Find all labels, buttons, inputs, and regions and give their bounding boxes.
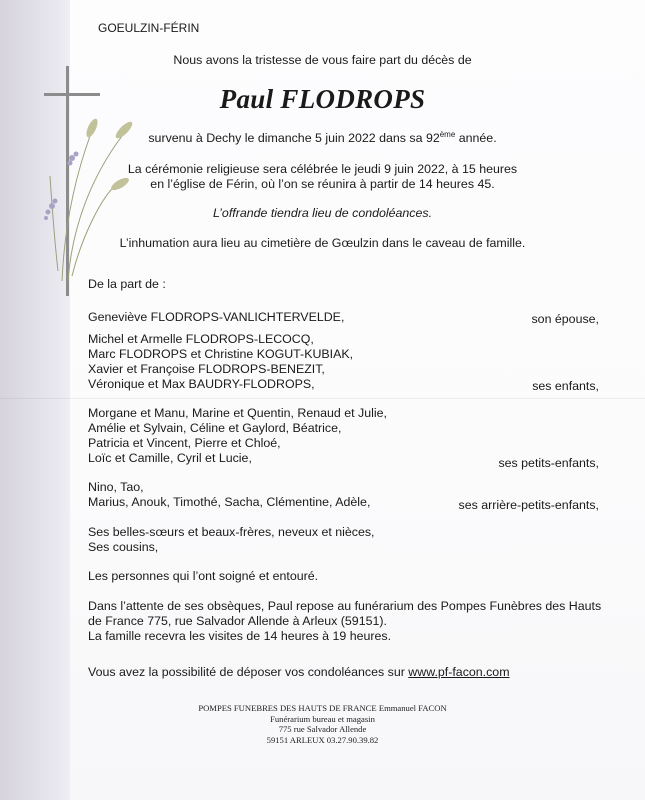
caregivers-text: Les personnes qui l’ont soigné et entouré. xyxy=(88,569,319,583)
family-line: Ses belles-sœurs et beaux-frères, neveux et nièces, xyxy=(88,525,375,539)
death-suffix: ème xyxy=(439,129,456,139)
relation-children: ses enfants, xyxy=(532,379,599,393)
paper-fold xyxy=(0,398,645,399)
relation-grandchildren: ses petits-enfants, xyxy=(498,456,599,470)
family-line: Loïc et Camille, Cyril et Lucie, xyxy=(88,451,252,465)
family-line: Marius, Anouk, Timothé, Sacha, Clémentine, Adèle, xyxy=(88,495,371,509)
condolences-label: Vous avez la possibilité de déposer vos condoléances sur xyxy=(88,665,409,679)
footer-line: Funérarium bureau et magasin xyxy=(270,713,375,724)
footer-company: POMPES FUNEBRES DES HAUTS DE FRANCE Emmanuel FACON xyxy=(198,703,447,713)
family-line: Nino, Tao, xyxy=(88,480,144,494)
family-line: Ses cousins, xyxy=(88,540,159,554)
offering-text: L’offrande tiendra lieu de condoléances. xyxy=(212,206,433,220)
family-line: Marc FLODROPS et Christine KOGUT-KUBIAK, xyxy=(88,347,354,361)
family-line: Morgane et Manu, Marine et Quentin, Renaud et Julie, xyxy=(88,406,387,420)
ceremony-line-1: La cérémonie religieuse sera célébrée le jeudi 9 juin 2022, à 15 heures xyxy=(127,162,518,176)
location-header: GOEULZIN-FÉRIN xyxy=(98,21,200,35)
footer xyxy=(0,703,645,745)
family-line: Véronique et Max BAUDRY-FLODROPS, xyxy=(88,377,315,391)
family-line: Patricia et Vincent, Pierre et Chloé, xyxy=(88,436,281,450)
family-line: Geneviève FLODROPS-VANLICHTERVELDE, xyxy=(88,310,345,324)
family-line: Xavier et Françoise FLODROPS-BENEZIT, xyxy=(88,362,325,376)
relation-great-grandchildren: ses arrière-petits-enfants, xyxy=(458,498,599,512)
relation-spouse: son épouse, xyxy=(531,312,599,326)
condolences-text xyxy=(88,664,510,680)
footer-line: 59151 ARLEUX 03.27.90.39.82 xyxy=(266,734,379,745)
family-line: Amélie et Sylvain, Céline et Gaylord, Béatrice, xyxy=(88,421,342,435)
family-line: Michel et Armelle FLODROPS-LECOCQ, xyxy=(88,332,314,346)
condolences-link[interactable]: www.pf-facon.com xyxy=(408,665,510,679)
footer-line: 775 rue Salvador Allende xyxy=(278,724,367,734)
death-text: survenu à Dechy le dimanche 5 juin 2022 dans sa 92 xyxy=(148,131,440,145)
death-text-end: année. xyxy=(455,131,497,145)
deceased-name: Paul FLODROPS xyxy=(219,84,426,114)
from-label: De la part de : xyxy=(88,277,166,291)
ceremony-line-2: en l’église de Férin, où l’on se réunira à partir de 14 heures 45. xyxy=(150,177,495,191)
funeral-home-line: Dans l’attente de ses obsèques, Paul repose au funérarium des Pompes Funèbres des Hauts xyxy=(88,599,602,613)
death-notice xyxy=(0,130,645,146)
burial-text: L’inhumation aura lieu au cimetière de Gœulzin dans le caveau de famille. xyxy=(119,236,526,250)
intro-text: Nous avons la tristesse de vous faire part du décès de xyxy=(173,53,472,67)
funeral-home-line: de France 775, rue Salvador Allende à Arleux (59151). xyxy=(88,614,387,628)
funeral-home-line: La famille recevra les visites de 14 heures à 19 heures. xyxy=(88,629,392,643)
